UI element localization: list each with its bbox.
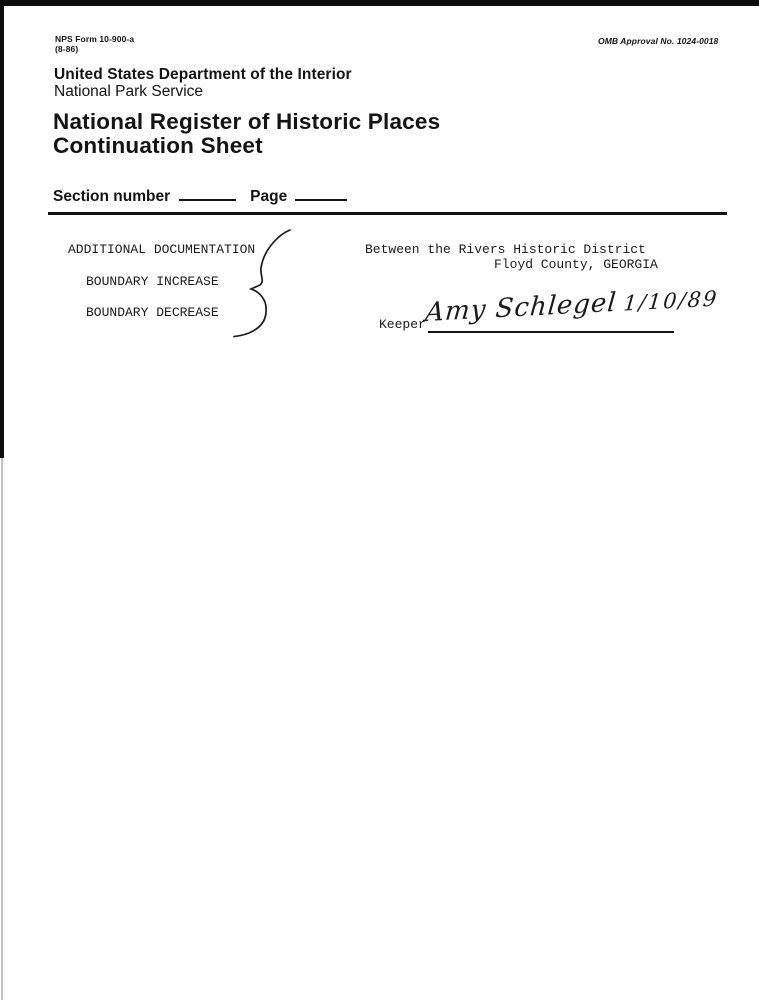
scan-edge-top (0, 0, 759, 6)
agency-block (54, 66, 352, 100)
option-boundary-decrease: BOUNDARY DECREASE (86, 305, 219, 320)
document-title (53, 110, 440, 157)
section-number-blank (179, 186, 236, 201)
option-boundary-increase: BOUNDARY INCREASE (86, 274, 219, 289)
document-title-line2: Continuation Sheet (53, 132, 263, 158)
property-name: Between the Rivers Historic District (365, 242, 646, 257)
form-number (55, 34, 134, 54)
keeper-signature-date: 1/10/89 (622, 286, 720, 316)
keeper-signature-name: Amy Schlegel (424, 287, 618, 328)
department-name: United States Department of the Interior (54, 66, 352, 83)
form-number-edition: (8-86) (55, 44, 79, 55)
scan-edge-left-dark (0, 0, 4, 458)
keeper-signature (424, 282, 720, 328)
signature-underline (428, 331, 674, 333)
section-number-label: Section number (53, 188, 171, 205)
bureau-name: National Park Service (54, 83, 204, 101)
header-rule (48, 212, 727, 215)
page-label: Page (250, 188, 288, 205)
form-number-line1: NPS Form 10-900-a (55, 34, 135, 44)
handwritten-brace-icon (225, 224, 305, 342)
section-page-line (53, 186, 347, 206)
scan-edge-left-light (1, 458, 3, 1000)
keeper-label: Keeper (379, 317, 426, 332)
property-location: Floyd County, GEORGIA (494, 257, 658, 272)
omb-approval: OMB Approval No. 1024-0018 (598, 36, 719, 46)
document-title-line1: National Register of Historic Places (53, 109, 441, 134)
option-additional-documentation: ADDITIONAL DOCUMENTATION (68, 242, 256, 257)
page-blank (295, 186, 347, 201)
